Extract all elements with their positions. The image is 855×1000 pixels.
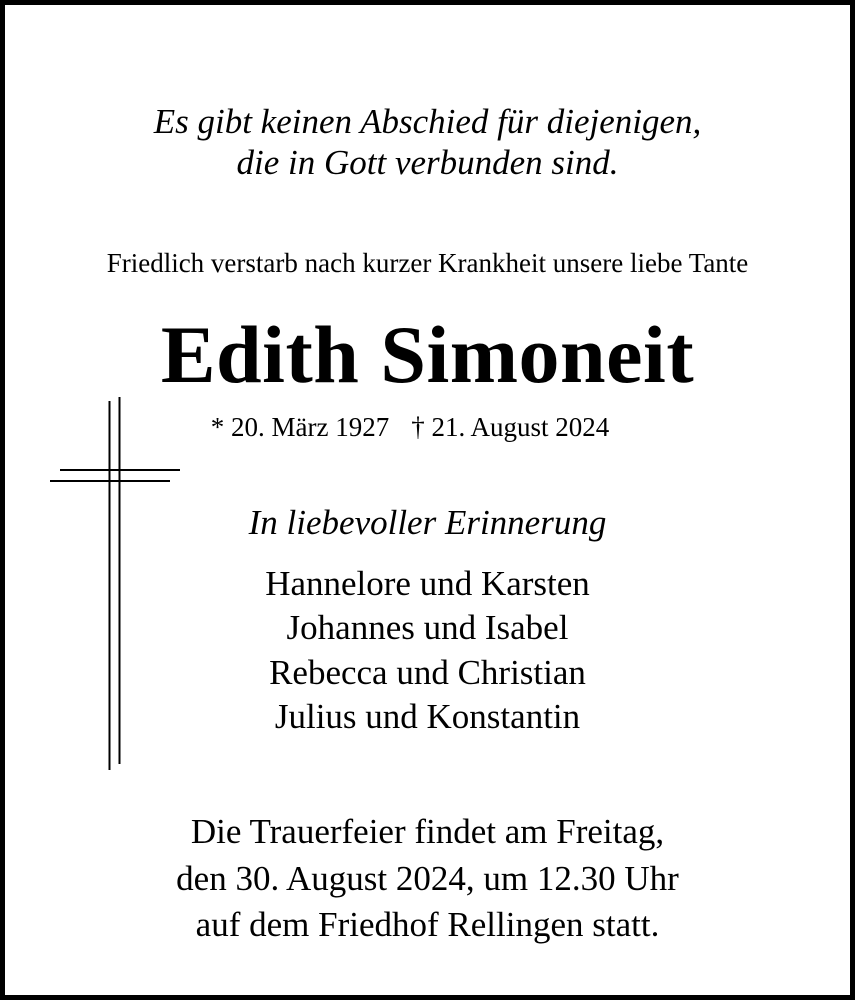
memory-heading: In liebevoller Erinnerung	[248, 503, 607, 542]
mourner-1: Hannelore und Karsten	[265, 564, 590, 603]
service-line-2: den 30. August 2024, um 12.30 Uhr	[176, 859, 679, 898]
service-line-1: Die Trauerfeier findet am Freitag,	[190, 812, 665, 851]
mourner-2: Johannes und Isabel	[286, 608, 569, 647]
motto-line-2: die in Gott verbunden sind.	[236, 143, 619, 182]
birth-date: * 20. März 1927	[210, 412, 390, 442]
motto-line-1: Es gibt keinen Abschied für diejenigen,	[153, 102, 702, 141]
death-date: † 21. August 2024	[411, 412, 610, 442]
service-line-3: auf dem Friedhof Rellingen statt.	[195, 905, 660, 944]
deceased-name: Edith Simoneit	[160, 309, 695, 400]
mourner-4: Julius und Konstantin	[274, 697, 581, 736]
mourner-3: Rebecca und Christian	[269, 653, 586, 692]
intro-text: Friedlich verstarb nach kurzer Krankheit unsere liebe Tante	[106, 248, 749, 278]
